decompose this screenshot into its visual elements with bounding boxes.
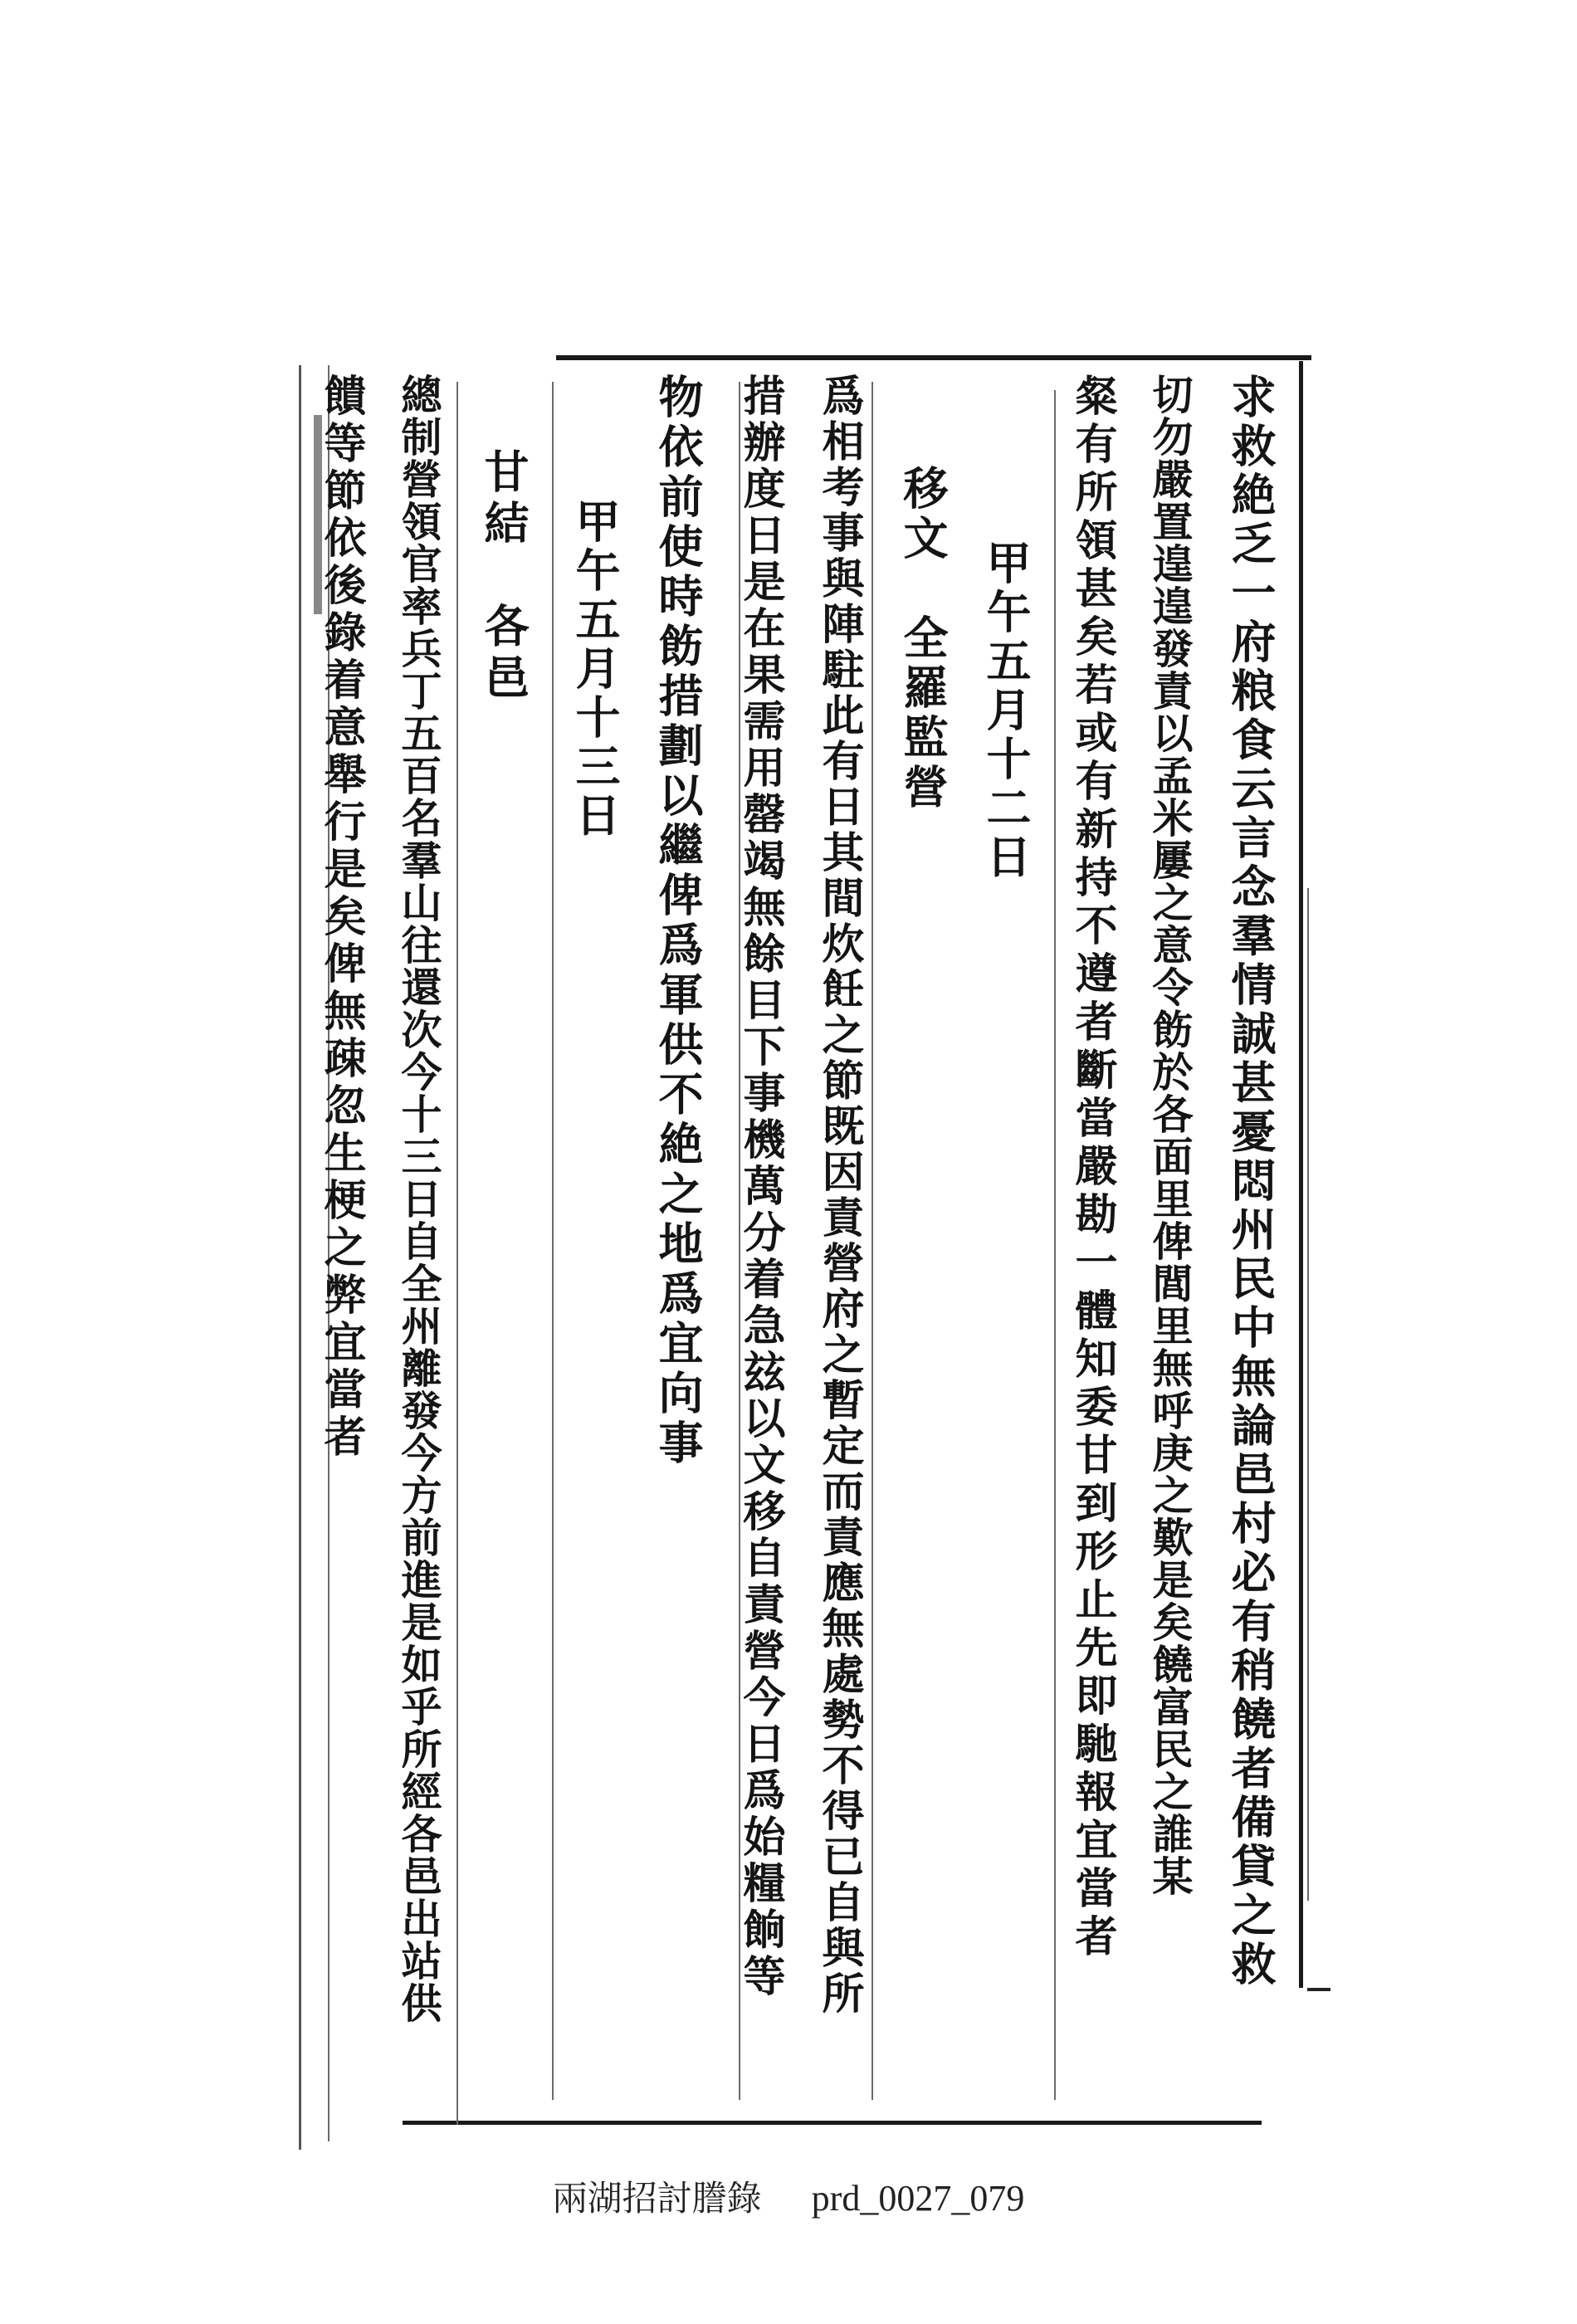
heading-column-1: 移文 全羅監營: [896, 465, 950, 813]
text-column-3: 粲有所領甚矣若或有新持不遵者斷當嚴勘一體知委甘到形止先即馳報宜當者: [1067, 374, 1117, 1962]
column-divider: [1307, 888, 1309, 1901]
column-divider: [456, 382, 458, 2125]
left-frame-line: [299, 365, 301, 2150]
right-frame-line: [1299, 361, 1303, 1988]
bottom-frame-line: [403, 2121, 1262, 2125]
column-divider: [872, 382, 873, 2100]
date-column-2: 甲午五月十三日: [569, 498, 622, 841]
text-column-7: 總制營領官率兵丁五百名羣山往還次今十三日自全州離發今方前進是如乎所經各邑出站供: [395, 374, 443, 2024]
heading-column-2: 甘結 各邑: [477, 448, 530, 706]
margin-mark: [1307, 1988, 1330, 1991]
text-column-5: 措辦度日是在果需用罄竭無餘目下事機萬分着急玆以文移自責營今日爲始糧餉等: [735, 374, 785, 2000]
text-column-6: 物依前使時飭措劃以繼俾爲軍供不絶之地爲宜向事: [652, 374, 705, 1469]
text-column-8: 饋等節依後錄着意舉行是矣俾無疎忽生梗之弊宜當者: [316, 374, 366, 1462]
footer-title: 兩湖招討謄錄: [552, 2178, 762, 2219]
column-divider: [552, 382, 554, 2100]
top-frame-line: [556, 355, 1311, 360]
text-column-4: 爲相考事與陣駐此有日其間炊飪之節既因責營府之暫定而責應無處勢不得已自與所: [814, 374, 864, 2017]
page-footer: [0, 2171, 1577, 2221]
text-column-1: 求救絶乏一府粮食云言念羣情誠甚憂悶州民中無論邑村必有稍饒者備貸之救: [1224, 374, 1277, 1990]
text-column-2: 切勿嚴置遑遑發責以孟米屢之意令飭於各面里俾閭里無呼庚之歎是矣饒富民之誰某: [1146, 374, 1194, 1897]
date-column-1: 甲午五月十二日: [979, 540, 1033, 882]
footer-code: prd_0027_079: [811, 2178, 1025, 2219]
column-divider: [1054, 390, 1056, 2100]
